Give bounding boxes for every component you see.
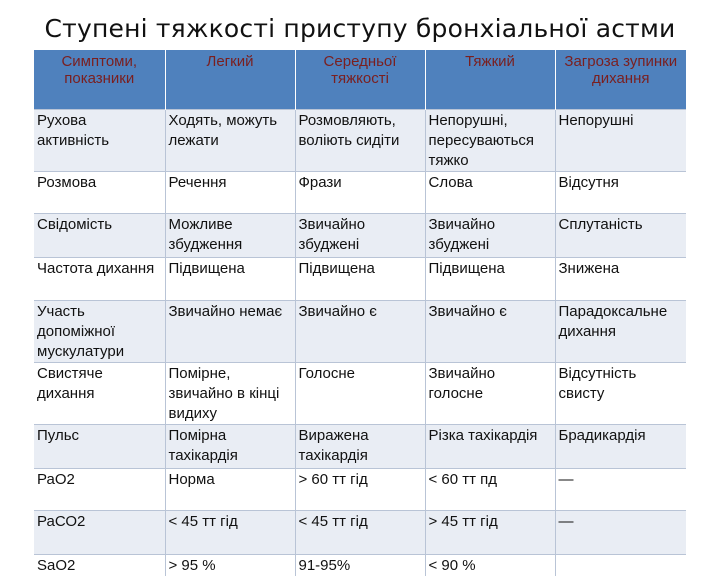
severity-table-container [34, 50, 686, 576]
row-label: РаО2 [34, 469, 165, 511]
table-cell: Слова [425, 172, 555, 214]
table-cell: Голосне [295, 363, 425, 425]
table-row [34, 425, 686, 469]
row-label: Розмова [34, 172, 165, 214]
row-label: РаСО2 [34, 511, 165, 555]
table-cell: Звичайно є [425, 301, 555, 363]
table-cell: < 90 % [425, 555, 555, 576]
table-cell: Виражена тахікардія [295, 425, 425, 469]
table-cell: Фрази [295, 172, 425, 214]
table-header-row [34, 50, 686, 110]
table-cell: Норма [165, 469, 295, 511]
table-row [34, 469, 686, 511]
header-respiratory-arrest: Загроза зупинки дихання [555, 50, 686, 110]
table-cell: Звичайно збуджені [425, 214, 555, 258]
table-cell: Непорушні [555, 110, 686, 172]
row-label: Рухова активність [34, 110, 165, 172]
table-cell: > 95 % [165, 555, 295, 576]
table-cell: Можливе збудження [165, 214, 295, 258]
table-cell: 91-95% [295, 555, 425, 576]
table-cell: Відсутня [555, 172, 686, 214]
table-cell: Звичайно голосне [425, 363, 555, 425]
table-row [34, 258, 686, 301]
table-cell: Звичайно збуджені [295, 214, 425, 258]
table-cell: > 45 тт гід [425, 511, 555, 555]
table-cell: Звичайно є [295, 301, 425, 363]
table-row [34, 214, 686, 258]
row-label: Пульс [34, 425, 165, 469]
table-cell: < 45 тт гід [165, 511, 295, 555]
table-cell: — [555, 511, 686, 555]
row-label: Частота дихання [34, 258, 165, 301]
table-row [34, 110, 686, 172]
table-cell: Підвищена [295, 258, 425, 301]
table-cell: Сплутаність [555, 214, 686, 258]
table-cell: > 60 тт гід [295, 469, 425, 511]
table-cell: Помірна тахікардія [165, 425, 295, 469]
table-row [34, 301, 686, 363]
table-row [34, 511, 686, 555]
row-label: Участь допоміжної мускулатури [34, 301, 165, 363]
table-cell: < 45 тт гід [295, 511, 425, 555]
table-cell: Ходять, можуть лежати [165, 110, 295, 172]
table-cell: — [555, 469, 686, 511]
table-cell: < 60 тт пд [425, 469, 555, 511]
severity-table [34, 50, 686, 576]
table-row [34, 363, 686, 425]
page-title: Ступені тяжкості приступу бронхіальної астми [0, 14, 720, 43]
table-cell: Речення [165, 172, 295, 214]
table-cell: Знижена [555, 258, 686, 301]
table-cell: Брадикардія [555, 425, 686, 469]
row-label: Свідомість [34, 214, 165, 258]
header-symptoms: Симптоми, показники [34, 50, 165, 110]
table-cell: Непорушні, пересуваються тяжко [425, 110, 555, 172]
table-cell: Підвищена [165, 258, 295, 301]
table-cell: Відсутність свисту [555, 363, 686, 425]
table-cell: Різка тахікардія [425, 425, 555, 469]
table-cell: Підвищена [425, 258, 555, 301]
table-cell: Помірне, звичайно в кінці видиху [165, 363, 295, 425]
header-moderate: Середньої тяжкості [295, 50, 425, 110]
table-cell: Звичайно немає [165, 301, 295, 363]
table-row [34, 172, 686, 214]
table-cell: Парадоксальне дихання [555, 301, 686, 363]
table-cell: Розмовляють, воліють сидіти [295, 110, 425, 172]
header-severe: Тяжкий [425, 50, 555, 110]
header-mild: Легкий [165, 50, 295, 110]
table-row [34, 555, 686, 576]
row-label: Свистяче дихання [34, 363, 165, 425]
row-label: SaO2 [34, 555, 165, 576]
table-cell [555, 555, 686, 576]
